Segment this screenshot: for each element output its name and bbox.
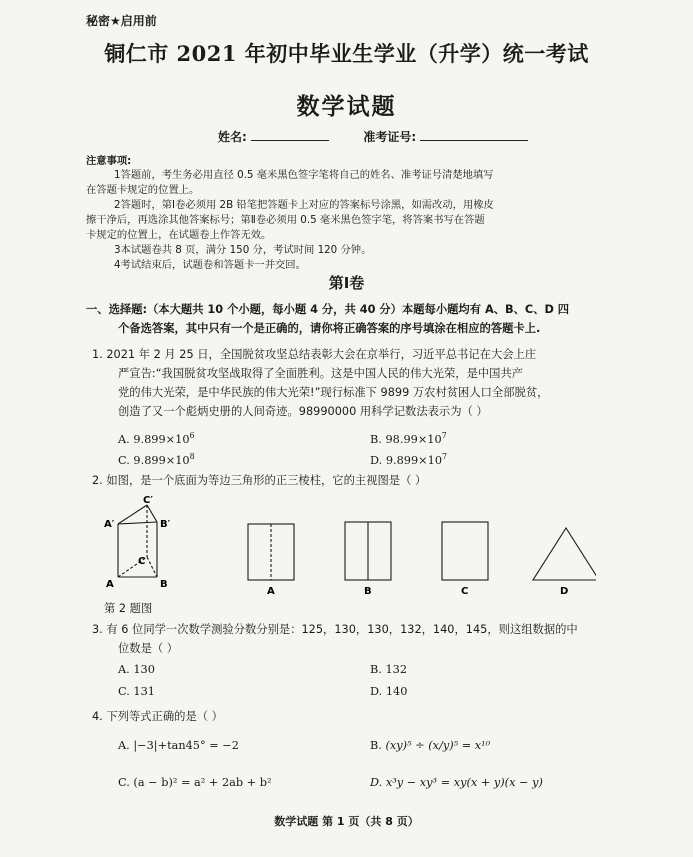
choice-b-label: B bbox=[364, 586, 372, 597]
q1-text: 创造了又一个彪炳史册的人间奇迹。98990000 用科学记数法表示为（ ） bbox=[118, 405, 488, 418]
label-a: A bbox=[106, 579, 114, 590]
page-footer: 数学试题 第 1 页（共 8 页） bbox=[274, 815, 419, 828]
part1-instructions: 一、选择题:（本大题共 10 个小题，每小题 4 分，共 40 分）本题每小题均有 A、B、C、D 四 bbox=[86, 303, 570, 316]
notice-title: 注意事项: bbox=[86, 155, 132, 167]
name-label: 姓名: bbox=[218, 130, 247, 144]
part1-instructions-cont: 个备选答案，其中只有一个是正确的，请你将正确答案的序号填涂在相应的答题卡上. bbox=[118, 322, 541, 335]
notice-line: 擦干净后，再选涂其他答案标号；第Ⅱ卷必须用 0.5 毫米黑色签字笔，将答案书写在答题 bbox=[86, 214, 485, 226]
label-b: B bbox=[160, 579, 168, 590]
q3-option-b: B. 132 bbox=[370, 663, 408, 676]
notice-line: 3本试题卷共 8 页，满分 150 分，考试时间 120 分钟。 bbox=[114, 244, 372, 256]
q3-text: 位数是（ ） bbox=[118, 642, 179, 655]
q3-option-c: C. 131 bbox=[118, 685, 155, 698]
q3-option-a: A. 130 bbox=[118, 663, 155, 676]
choice-b-figure bbox=[345, 522, 391, 580]
choice-d-figure bbox=[533, 528, 596, 580]
exam-title: 铜仁市 2021 年初中毕业生学业（升学）统一考试 bbox=[104, 41, 589, 66]
q1-option-d: D. $9.899\times 10^7$ bbox=[370, 452, 448, 467]
q3-text: 3. 有 6 位同学一次数学测验分数分别是：125，130，130，132，140，145，则这组数据的中 bbox=[92, 623, 578, 636]
q1-text: 党的伟大光荣，是中华民族的伟大光荣!”现行标准下 9899 万农村贫困人口全部脱贫， bbox=[118, 386, 549, 399]
choice-a-label: A bbox=[267, 586, 275, 597]
q4-option-d: D. x³y − xy³ = xy(x + y)(x − y) bbox=[370, 776, 543, 789]
label-a-top: A′ bbox=[104, 519, 115, 530]
confidential-mark: 秘密★启用前 bbox=[86, 14, 157, 28]
label-c-top: C′ bbox=[143, 495, 153, 506]
paper-subtitle: 数学试题 bbox=[296, 94, 397, 120]
q1-text: 1. 2021 年 2 月 25 日，全国脱贫攻坚总结表彰大会在京举行，习近平总书记在大会上庄 bbox=[92, 348, 537, 361]
label-c: C bbox=[138, 556, 146, 567]
q4-option-c: C. (a − b)² = a² + 2ab + b² bbox=[118, 776, 272, 789]
q2-text: 2. 如图，是一个底面为等边三角形的正三棱柱，它的主视图是（ ） bbox=[92, 474, 427, 487]
notice-line: 卡规定的位置上，在试题卷上作答无效。 bbox=[86, 229, 272, 241]
exam-id-label: 准考证号: bbox=[363, 130, 417, 144]
q4-option-b: B. (xy)⁵ ÷ (x/y)⁵ = x¹⁰ bbox=[370, 739, 491, 752]
q1-text: 严宣告:“我国脱贫攻坚战取得了全面胜利。这是中国人民的伟大光荣，是中国共产 bbox=[118, 367, 524, 380]
q1-option-b: B. $98.99\times 10^7$ bbox=[370, 431, 447, 446]
candidate-fields bbox=[218, 128, 528, 145]
q1-option-c: C. $9.899\times 10^8$ bbox=[118, 452, 195, 467]
section-title: 第Ⅰ卷 bbox=[328, 274, 365, 292]
notice-line: 4考试结束后，试题卷和答题卡一并交回。 bbox=[114, 259, 306, 271]
exam-id-blank bbox=[420, 130, 528, 141]
choice-c-label: C bbox=[461, 586, 469, 597]
q3-option-d: D. 140 bbox=[370, 685, 408, 698]
q2-figures bbox=[96, 492, 596, 604]
choice-a-figure bbox=[248, 524, 294, 580]
choice-c-figure bbox=[442, 522, 488, 580]
name-blank bbox=[251, 130, 329, 141]
notice-line: 1答题前，考生务必用直径 0.5 毫米黑色签字笔将自己的姓名、准考证号清楚地填写 bbox=[114, 169, 494, 181]
notice-line: 在答题卡规定的位置上。 bbox=[86, 184, 200, 196]
notice-line: 2答题时，第Ⅰ卷必须用 2B 铅笔把答题卡上对应的答案标号涂黑，如需改动，用橡皮 bbox=[114, 199, 494, 211]
q1-option-a: A. $9.899\times 10^6$ bbox=[118, 431, 195, 446]
q4-text: 4. 下列等式正确的是（ ） bbox=[92, 710, 223, 723]
label-b-top: B′ bbox=[160, 519, 171, 530]
q2-figure-caption: 第 2 题图 bbox=[104, 602, 153, 615]
q4-option-a: A. |−3|+tan45° = −2 bbox=[118, 739, 239, 752]
choice-d-label: D bbox=[560, 586, 569, 597]
